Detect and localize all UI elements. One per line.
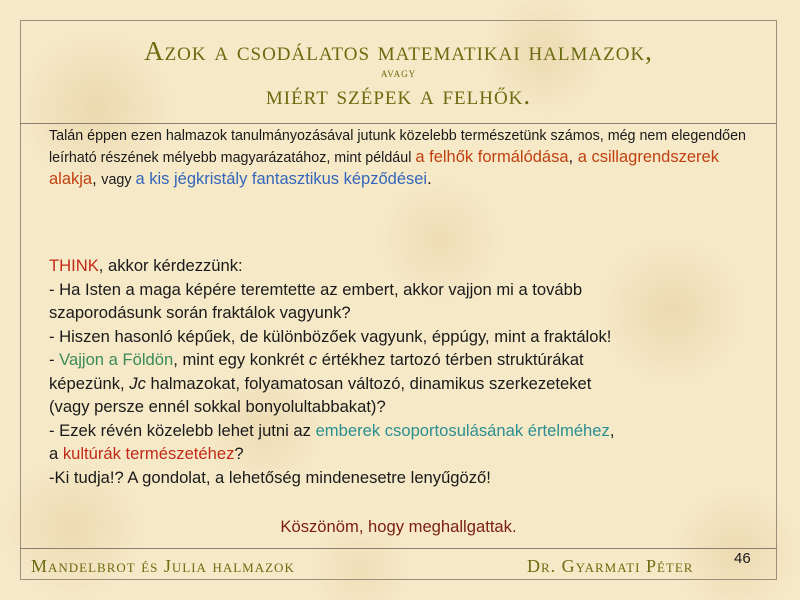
think-keyword: THINK [49, 256, 99, 275]
body-text-span: a [49, 444, 63, 463]
footer-author: Dr. Gyarmati Péter [527, 556, 694, 576]
body-text [49, 254, 759, 489]
body-text-span: , akkor kérdezzünk: [98, 256, 243, 275]
highlight-earth: Vajjon a Földön [59, 350, 174, 369]
variable-c: c [308, 350, 318, 369]
highlight-clouds: a felhők formálódása [415, 148, 569, 166]
intro-separator: , [92, 170, 102, 188]
body-text-span: képezünk, [49, 373, 130, 393]
title-connector: avagy [380, 65, 417, 80]
body-line: - Ha Isten a maga képére teremtette az embert, akkor vajjon mi a tovább [49, 279, 583, 299]
intro-paragraph [49, 126, 759, 191]
body-line: (vagy persze ennél sokkal bonyolultabbakat)? [49, 397, 386, 416]
slide-number: 46 [734, 550, 751, 567]
body-line: szaporodásunk során fraktálok vagyunk? [49, 303, 351, 322]
body-text-span: - Ezek révén közelebb lehet jutni az [49, 420, 316, 440]
body-text-span: ? [234, 444, 244, 463]
highlight-galaxies: a csillagrendszerek alakja [49, 148, 719, 188]
intro-separator: , [568, 148, 578, 166]
footer-divider [20, 548, 777, 549]
body-line [49, 419, 759, 443]
body-line [49, 372, 759, 396]
body-line [49, 442, 759, 466]
highlight-ice-crystals: a kis jégkristály fantasztikus képződései [135, 170, 428, 188]
highlight-human-groups: emberek csoportosulásának értelméhez [315, 420, 610, 440]
body-line: -Ki tudja!? A gondolat, a lehetőség mindenesetre lenyűgöző! [49, 467, 491, 487]
intro-end: . [427, 170, 432, 188]
body-line: - Hiszen hasonló képűek, de különbözőek vagyunk, éppúgy, mint a fraktálok! [49, 326, 612, 346]
thank-you-text: Köszönöm, hogy meghallgattak. [280, 517, 517, 536]
body-text-span: - [49, 350, 60, 369]
variable-jc: Jc [129, 373, 146, 393]
body-text-span: értékhez tartozó térben struktúrákat [317, 350, 584, 369]
body-text-span: , [609, 420, 615, 440]
footer-topic: Mandelbrot és Julia halmazok [31, 556, 295, 576]
highlight-cultures: kultúrák természetéhez [62, 444, 235, 463]
body-text-span: , mint egy konkrét [173, 350, 309, 369]
slide-subtitle: miért szépek a felhők. [265, 80, 532, 110]
slide-title: Azok a csodálatos matematikai halmazok, [144, 36, 653, 66]
intro-or: vagy [101, 172, 136, 188]
body-line [49, 348, 759, 372]
intro-text: Talán éppen ezen halmazok tanulmányozásával jutunk közelebb természetünk számos, még nem elegendően leírható részének mélyebb magyarázatához, mint például [49, 128, 746, 166]
body-line [49, 254, 759, 278]
header-divider [20, 123, 777, 124]
body-text-span: halmazokat, folyamatosan változó, dinamikus szerkezeteket [145, 373, 592, 393]
